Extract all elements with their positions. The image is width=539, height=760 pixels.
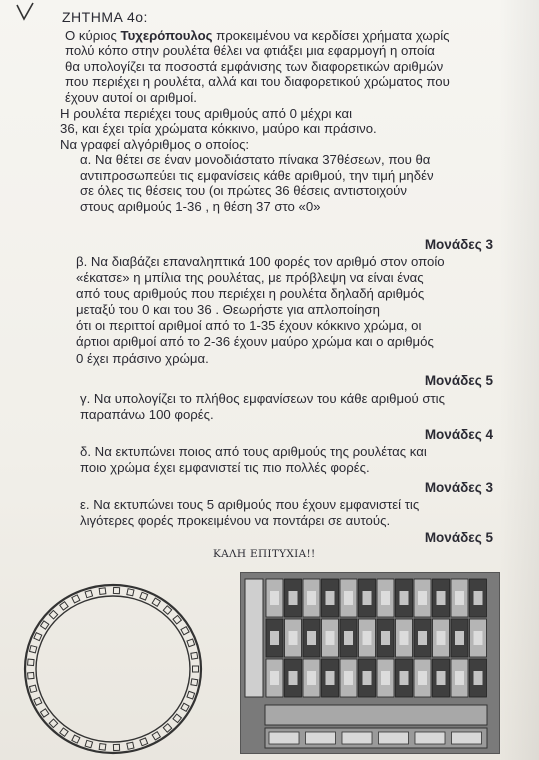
table-cell-mark bbox=[474, 631, 483, 645]
table-cell-mark bbox=[381, 671, 390, 685]
table-cell-mark bbox=[418, 671, 427, 685]
wheel-pocket bbox=[113, 744, 119, 750]
table-cell-mark bbox=[418, 591, 427, 605]
table-cell-mark bbox=[307, 671, 316, 685]
table-cell-mark bbox=[400, 591, 409, 605]
wheel-pocket bbox=[60, 728, 68, 736]
intro-line: Ο κύριος Τυχερόπουλος προκειμένου να κερδίσει χρήματα χωρίς bbox=[65, 28, 450, 43]
part-a-line: σε όλες τις θέσεις του (οι πρώτες 36 θέσεις αντιστοιχούν bbox=[80, 183, 407, 199]
wheel-pocket bbox=[28, 659, 34, 665]
part-d bbox=[80, 444, 427, 476]
part-d-line: ποιο χρώμα έχει εμφανιστεί τις πιο πολλές φορές. bbox=[80, 460, 370, 475]
part-b-line: άρτιοι αριθμοί από το 2-36 έχουν μαύρο χρώμα και ο αριθμός bbox=[76, 334, 434, 350]
question-heading: ΖΗΤΗΜΑ 4ο: bbox=[62, 9, 148, 25]
wheel-pocket bbox=[49, 719, 57, 727]
part-a bbox=[80, 152, 434, 214]
wheel-pocket bbox=[85, 590, 92, 597]
greeting: ΚΑΛΗ ΕΠΙΤΥΧΙΑ!! bbox=[213, 548, 316, 560]
part-d-line: δ. Να εκτυπώνει ποιος από τους αριθμούς της ρουλέτας και bbox=[80, 444, 427, 459]
roulette-wheel-illustration bbox=[20, 580, 206, 758]
table-cell-mark bbox=[363, 671, 372, 685]
table-cell-mark bbox=[400, 631, 409, 645]
table-cell-mark bbox=[363, 631, 372, 645]
wheel-pocket bbox=[72, 595, 80, 603]
wheel-pocket bbox=[34, 697, 42, 705]
part-b-line: μεταξύ του 0 και του 36 . Θεωρήστε για απλοποίηση bbox=[76, 302, 380, 318]
rules-line: Η ρουλέτα περιέχει τους αριθμούς από 0 μέχρι και bbox=[60, 106, 353, 121]
wheel-pocket bbox=[72, 735, 80, 743]
wheel-pocket bbox=[30, 646, 37, 653]
wheel-pocket bbox=[99, 588, 106, 595]
wheel-pocket bbox=[113, 587, 119, 593]
table-cell-mark bbox=[307, 631, 316, 645]
table-cell-mark bbox=[455, 671, 464, 685]
check-mark-icon bbox=[14, 2, 36, 22]
table-cell-mark bbox=[455, 631, 464, 645]
table-cell-mark bbox=[326, 631, 335, 645]
wheel-pocket bbox=[28, 672, 34, 678]
rules-line: 36, και έχει τρία χρώματα κόκκινο, μαύρο και πράσινο. bbox=[60, 121, 377, 137]
marks-c: Μονάδες 4 bbox=[424, 427, 493, 442]
wheel-pocket bbox=[40, 709, 48, 717]
table-cell-mark bbox=[363, 591, 372, 605]
table-bottom-cell bbox=[269, 732, 299, 744]
table-cell-mark bbox=[437, 591, 446, 605]
part-b-line: 0 έχει πράσινο χρώμα. bbox=[76, 350, 209, 366]
table-bottom-cell bbox=[306, 732, 336, 744]
wheel-pocket bbox=[187, 639, 195, 647]
wheel-pockets bbox=[28, 587, 199, 750]
table-cell-mark bbox=[437, 631, 446, 645]
part-a-line: στους αριθμούς 1-36 , η θέση 37 στο «0» bbox=[80, 198, 321, 214]
wheel-pocket bbox=[152, 598, 160, 606]
table-cell-mark bbox=[344, 631, 353, 645]
wheel-pocket bbox=[140, 592, 148, 600]
part-a-line: αντιπροσωπεύει τις εμφανίσεις κάθε αριθμού, την τιμή μηδέν bbox=[80, 167, 434, 183]
wheel-pocket bbox=[60, 602, 68, 610]
rules-paragraph bbox=[60, 106, 377, 152]
part-b bbox=[76, 254, 445, 367]
table-cell-mark bbox=[437, 671, 446, 685]
wheel-pocket bbox=[163, 724, 171, 732]
wheel-pocket bbox=[85, 740, 92, 747]
table-bottom-cell bbox=[452, 732, 482, 744]
part-c-line: παραπάνω 100 φορές. bbox=[80, 407, 214, 422]
page-shadow bbox=[499, 0, 539, 760]
part-e-line: ε. Να εκτυπώνει τους 5 αριθμούς που έχουν εμφανιστεί τις bbox=[80, 497, 420, 512]
intro-line: πολύ κόπο στην ρουλέτα θέλει να φτιάξει μια εφαρμογή η οποία bbox=[65, 43, 435, 59]
person-name: Τυχερόπουλος bbox=[120, 28, 213, 43]
wheel-pocket bbox=[30, 685, 37, 692]
table-cell-mark bbox=[344, 591, 353, 605]
wheel-pocket bbox=[181, 627, 189, 635]
part-c bbox=[80, 391, 445, 423]
table-cell-mark bbox=[344, 671, 353, 685]
marks-d: Μονάδες 3 bbox=[424, 480, 493, 495]
wheel-pocket bbox=[34, 633, 42, 641]
table-cell-mark bbox=[474, 591, 483, 605]
part-e-line: λιγότερες φορές προκειμένου να ποντάρει σε αυτούς. bbox=[80, 513, 391, 528]
table-cell-mark bbox=[326, 671, 335, 685]
part-c-line: γ. Να υπολογίζει το πλήθος εμφανίσεων του κάθε αριθμού στις bbox=[80, 391, 445, 406]
marks-a: Μονάδες 3 bbox=[424, 237, 493, 252]
part-b-line: ότι οι περιττοί αριθμοί από το 1-35 έχουν κόκκινο χρώμα, οι bbox=[76, 318, 422, 334]
table-bottom-cell bbox=[415, 732, 445, 744]
rules-line: Να γραφεί αλγόριθμος ο οποίος: bbox=[60, 136, 250, 152]
intro-line: θα υπολογίζει τα ποσοστά εμφάνισης των διαφορετικών αριθμών bbox=[65, 58, 444, 74]
intro-paragraph bbox=[65, 28, 485, 105]
table-cell-mark bbox=[326, 591, 335, 605]
wheel-pocket bbox=[49, 610, 57, 618]
wheel-pocket bbox=[127, 589, 134, 596]
table-bottom-cell bbox=[379, 732, 409, 744]
intro-line: έχουν αυτοί οι αριθμοί. bbox=[65, 89, 197, 105]
wheel-pocket bbox=[40, 621, 48, 629]
table-cell-mark bbox=[270, 631, 279, 645]
table-cell-mark bbox=[289, 631, 298, 645]
wheel-pocket bbox=[193, 666, 199, 672]
part-b-line: β. Να διαβάζει επαναληπτικά 100 φορές τον αριθμό στον οποίο bbox=[76, 254, 445, 269]
wheel-pocket bbox=[140, 738, 148, 746]
wheel-pocket bbox=[173, 714, 181, 722]
table-cell-mark bbox=[381, 591, 390, 605]
wheel-pocket bbox=[99, 744, 106, 751]
wheel-pocket bbox=[191, 679, 198, 686]
table-cell-mark bbox=[381, 631, 390, 645]
table-cell-mark bbox=[307, 591, 316, 605]
table-cell-mark bbox=[418, 631, 427, 645]
part-b-line: από τους αριθμούς που περιέχει η ρουλέτα δηλαδή αριθμός bbox=[76, 286, 425, 302]
table-cell-mark bbox=[400, 671, 409, 685]
intro-line: που περιέχει η ρουλέτα, αλλά και του διαφορετικού χρώματος που bbox=[65, 74, 450, 90]
wheel-pocket bbox=[191, 652, 198, 659]
part-a-line: α. Να θέτει σε έναν μονοδιάστατο πίνακα 37θέσεων, που θα bbox=[80, 152, 431, 167]
wheel-pocket bbox=[163, 606, 171, 614]
wheel-pocket bbox=[173, 615, 181, 623]
wheel-pocket bbox=[152, 732, 160, 740]
table-cell-mark bbox=[474, 671, 483, 685]
marks-e: Μονάδες 5 bbox=[424, 530, 493, 545]
table-cell-mark bbox=[270, 591, 279, 605]
wheel-pocket bbox=[127, 742, 134, 749]
roulette-table-illustration bbox=[240, 572, 500, 754]
table-bottom-cell bbox=[342, 732, 372, 744]
wheel-pocket bbox=[187, 691, 195, 699]
table-cell-mark bbox=[455, 591, 464, 605]
table-cell-mark bbox=[270, 671, 279, 685]
table-cell-mark bbox=[289, 671, 298, 685]
marks-b: Μονάδες 5 bbox=[424, 373, 493, 388]
wheel-pocket bbox=[181, 703, 189, 711]
part-e bbox=[80, 497, 419, 529]
part-b-line: «έκατσε» η μπίλια της ρουλέτας, με πρόβλεψη να είναι ένας bbox=[76, 270, 424, 286]
table-cell-mark bbox=[289, 591, 298, 605]
